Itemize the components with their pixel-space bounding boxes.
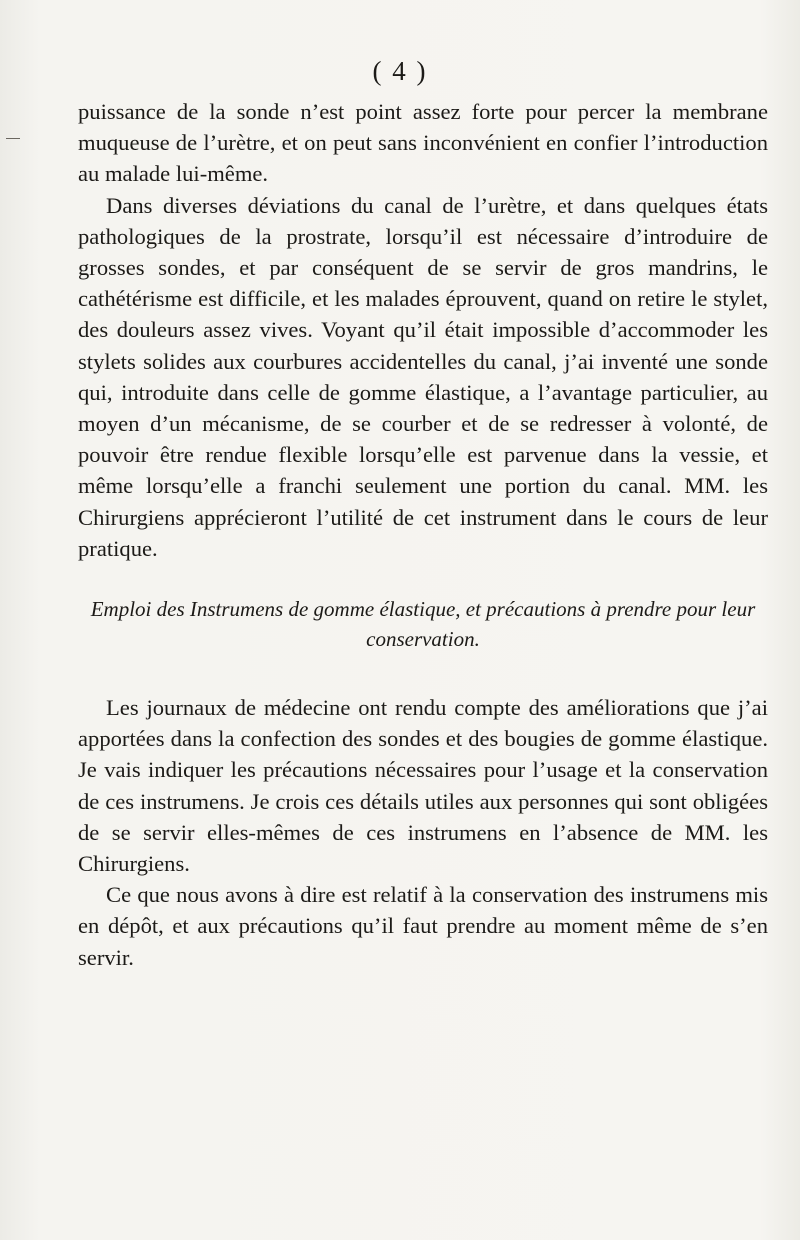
page-number: ( 4 ) (372, 56, 428, 86)
paragraph-continuation: puissance de la sonde n’est point assez forte pour percer la membrane muqueuse de l’urètre, et on peut sans inconvénient en confier l’introduction au malade lui-même. (78, 99, 768, 187)
paragraph-catheter-mechanism: Dans diverses déviations du canal de l’urètre, et dans quelques états pathologiques de la prostrate, lorsqu’il est nécessaire d’introduire de grosses sondes, et par conséquent de se servir de gros mandrins, le cathétérisme est difficile, et les malades éprouvent, quand on retire le stylet, des douleurs assez vives. Voyant qu’il était impossible d’accommoder les stylets solides aux courbures accidentelles du canal, j’ai inventé une sonde qui, introduite dans celle de gomme élastique, a l’avantage particulier, au moyen d’un mécanisme, de se courber et de se redresser à volonté, de pouvoir être rendue flexible lorsqu’elle est parvenue dans la vessie, et même lorsqu’elle a franchi seulement une portion du canal. MM. les Chirurgiens apprécieront l’utilité de cet instrument dans le cours de leur pratique. (78, 192, 768, 561)
section-heading: Emploi des Instrumens de gomme élastique, et précautions à prendre pour leur conservation. (90, 597, 756, 652)
paragraph-journals: Les journaux de médecine ont rendu compte des améliorations que j’ai apportées dans la confection des sondes et des bougies de gomme élastique. Je vais indiquer les précautions nécessaires pour l’usage et la conservation de ces instrumens. Je crois ces détails utiles aux personnes qui sont obligées de se servir elles-mêmes de ces instrumens en l’absence de MM. les Chirurgiens. (78, 695, 768, 877)
margin-mark (6, 138, 20, 139)
page-body (78, 96, 768, 973)
paragraph-conservation: Ce que nous avons à dire est relatif à la conservation des instrumens mis en dépôt, et aux précautions qu’il faut prendre au moment même de s’en servir. (78, 882, 768, 970)
